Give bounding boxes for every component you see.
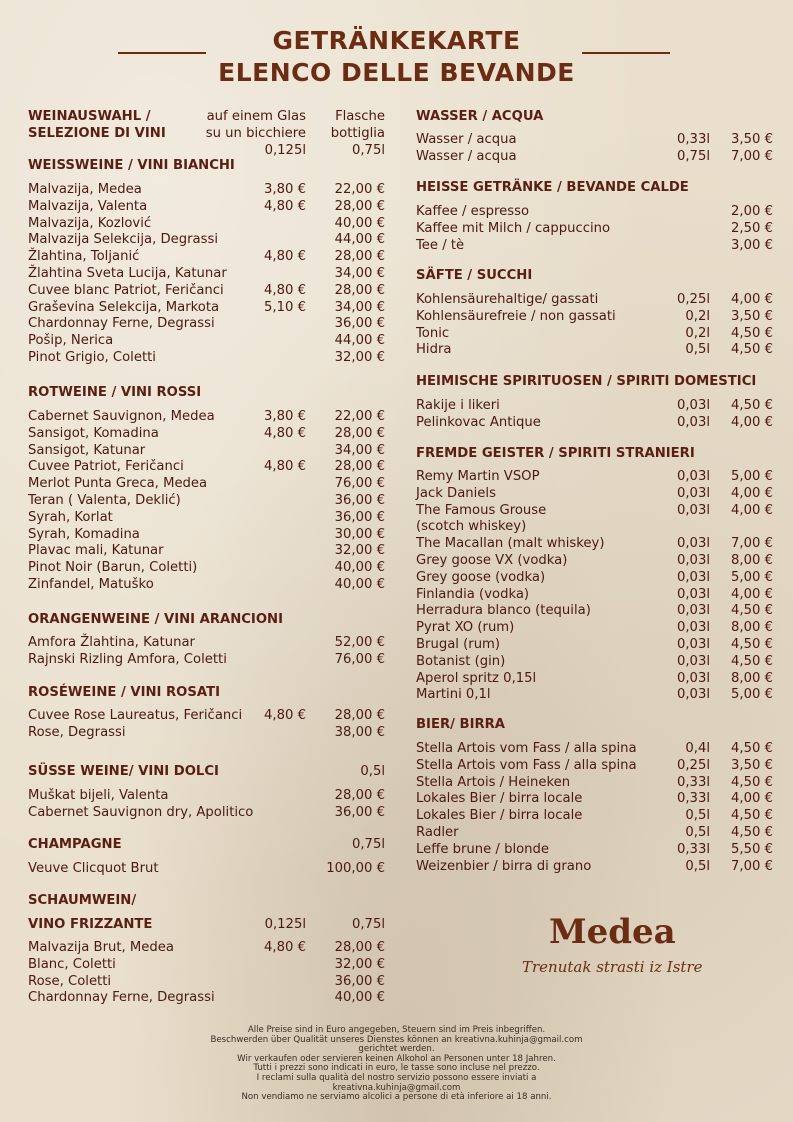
item-bottle-price: 36,00 € (334, 493, 385, 508)
menu-item-row (416, 397, 773, 414)
footer-line: gerichtet werden. (358, 1044, 435, 1055)
item-volume: 0,03l (676, 414, 710, 430)
item-bottle-price: 28,00 € (334, 708, 385, 723)
item-name: Stella Artois vom Fass / alla spina (416, 741, 637, 756)
menu-item-row (416, 602, 773, 619)
item-bottle-price: 76,00 € (334, 476, 385, 492)
menu-item-row (28, 332, 385, 349)
item-name: Pyrat XO (rum) (416, 620, 515, 636)
footer-line: I reclami sulla qualità del nostro servizio possono essere inviati a (256, 1072, 537, 1083)
item-price: 2,00 € (731, 204, 773, 219)
item-bottle-price: 32,00 € (334, 350, 385, 365)
menu-item-row (28, 576, 385, 593)
menu-item-row (28, 299, 385, 316)
bottle-header-de: Flasche (335, 109, 385, 124)
item-name: Cuvee Patriot, Feričanci (28, 459, 184, 475)
menu-item-row (416, 325, 773, 342)
item-bottle-price: 30,00 € (334, 526, 385, 542)
item-bottle-price: 36,00 € (334, 804, 385, 820)
item-glass-price: 4,80 € (264, 940, 306, 955)
item-bottle-price: 36,00 € (334, 973, 385, 989)
footer-line: Beschwerden über Qualität unseres Dienstes können an kreativna.kuhinja@gmail.com (210, 1034, 583, 1045)
item-bottle-price: 40,00 € (334, 215, 385, 231)
item-volume: 0,03l (676, 637, 710, 652)
item-name: Pošip, Nerica (28, 333, 114, 349)
item-name: Grey goose VX (vodka) (416, 553, 568, 568)
item-bottle-price: 28,00 € (334, 249, 385, 265)
item-bottle-price: 28,00 € (334, 282, 385, 298)
item-price: 5,00 € (731, 469, 773, 484)
menu-item-row (28, 724, 385, 741)
item-volume: 0,33l (676, 132, 710, 147)
menu-item-row (28, 231, 385, 248)
menu-item-row (416, 858, 773, 875)
item-name: Aperol spritz 0,15l (416, 670, 537, 686)
item-bottle-price: 28,00 € (334, 940, 385, 955)
item-glass-price: 5,10 € (264, 299, 306, 315)
menu-item-row (28, 215, 385, 232)
item-volume: 0,03l (676, 586, 710, 602)
item-name: Remy Martin VSOP (416, 469, 540, 484)
section-rose-wines: ROSÉWEINE / VINI ROSATI (28, 685, 220, 700)
menu-item-row (416, 636, 773, 653)
menu-item-row (28, 458, 385, 475)
item-bottle-price: 32,00 € (334, 543, 385, 559)
menu-item-row (28, 707, 385, 724)
item-name: Tee / tè (416, 237, 465, 253)
menu-item-row (28, 989, 385, 1006)
item-name: Syrah, Korlat (28, 509, 113, 525)
item-price: 4,50 € (731, 774, 773, 790)
bottle-header-it: bottiglia (330, 126, 385, 141)
menu-item-row (416, 502, 773, 519)
menu-item-row (416, 774, 773, 791)
menu-item-row (28, 475, 385, 492)
section-sparkling-de: SCHAUMWEIN/ (28, 893, 137, 908)
footer-line: Non vendiamo ne serviamo alcolici a persone di età inferiore ai 18 anni. (241, 1092, 552, 1103)
brand-logo: Medea (549, 912, 676, 952)
menu-item-row (416, 291, 773, 308)
item-volume: 0,2l (685, 325, 710, 341)
menu-item-row (416, 203, 773, 220)
menu-item-row (416, 807, 773, 824)
item-name: Amfora Žlahtina, Katunar (28, 635, 195, 650)
item-price: 8,00 € (731, 620, 773, 636)
item-name: Syrah, Komadina (28, 526, 140, 542)
item-volume: 0,03l (676, 536, 710, 552)
item-name: Radler (416, 825, 459, 840)
menu-item-row (416, 468, 773, 485)
sparkling-glass-volume: 0,125l (264, 917, 306, 932)
item-name: Sansigot, Katunar (28, 442, 146, 458)
item-bottle-price: 32,00 € (334, 956, 385, 972)
footer-line: Alle Preise sind in Euro angegeben, Steuern sind im Preis inbegriffen. (247, 1025, 546, 1035)
item-price: 4,50 € (731, 398, 773, 413)
menu-item-row (28, 509, 385, 526)
item-bottle-price: 40,00 € (334, 990, 385, 1006)
menu-item-row (416, 535, 773, 552)
item-glass-price: 4,80 € (264, 198, 306, 214)
section-red-wines: ROTWEINE / VINI ROSSI (28, 385, 202, 400)
item-volume: 0,03l (676, 687, 710, 703)
item-bottle-price: 28,00 € (334, 788, 385, 803)
item-price: 5,50 € (731, 841, 773, 857)
section-white-wines: WEISSWEINE / VINI BIANCHI (28, 158, 235, 173)
item-price: 8,00 € (731, 553, 773, 568)
menu-item-row (416, 131, 773, 148)
item-price: 4,00 € (731, 791, 773, 807)
menu-item-row (416, 237, 773, 254)
item-name: Hidra (416, 342, 452, 358)
item-volume: 0,25l (676, 757, 710, 773)
item-volume: 0,03l (676, 469, 710, 484)
menu-item-row (28, 956, 385, 973)
item-price: 7,00 € (731, 536, 773, 552)
item-volume: 0,25l (676, 292, 710, 307)
item-volume: 0,5l (685, 808, 710, 824)
menu-item-row (28, 973, 385, 990)
item-name: Zinfandel, Matuško (28, 577, 154, 592)
item-bottle-price: 40,00 € (334, 560, 385, 576)
item-name: Malvazija Selekcija, Degrassi (28, 232, 219, 248)
item-price: 5,00 € (731, 569, 773, 585)
menu-item-row (416, 740, 773, 757)
item-volume: 0,5l (685, 858, 710, 874)
menu-item-row (416, 653, 773, 670)
menu-item-row (416, 569, 773, 586)
menu-item-row (28, 860, 385, 877)
menu-item-row (416, 670, 773, 687)
section-orange-wines: ORANGENWEINE / VINI ARANCIONI (28, 612, 283, 627)
item-price: 3,50 € (731, 132, 773, 147)
item-glass-price: 4,80 € (264, 282, 306, 298)
item-bottle-price: 52,00 € (334, 635, 385, 650)
menu-item-row (416, 790, 773, 807)
menu-item-row (416, 757, 773, 774)
item-name: Rose, Coletti (28, 973, 112, 989)
menu-item-row (28, 492, 385, 509)
menu-item-row (28, 248, 385, 265)
menu-item-row (28, 349, 385, 366)
item-bottle-price: 28,00 € (334, 459, 385, 475)
item-price: 4,00 € (731, 502, 773, 518)
item-volume: 0,03l (676, 398, 710, 413)
item-name: Herradura blanco (tequila) (416, 603, 591, 619)
glass-header-de: auf einem Glas (206, 109, 306, 124)
menu-item-row (28, 939, 385, 956)
item-name: Kohlensäurefreie / non gassati (416, 308, 616, 324)
item-volume: 0,03l (676, 502, 710, 518)
item-name: Leffe brune / blonde (416, 841, 550, 857)
section-champagne: CHAMPAGNE (28, 837, 122, 852)
menu-item-row (416, 586, 773, 603)
item-price: 4,00 € (731, 414, 773, 430)
item-name: Rakije i likeri (416, 398, 500, 413)
item-price: 3,00 € (731, 237, 773, 253)
item-name: Weizenbier / birra di grano (416, 858, 592, 874)
item-name: Stella Artois / Heineken (416, 774, 571, 790)
item-name: Pinot Grigio, Coletti (28, 350, 156, 365)
wine-selection-title-de: WEINAUSWAHL / (28, 109, 151, 124)
item-bottle-price: 22,00 € (334, 182, 385, 197)
item-name: Blanc, Coletti (28, 956, 116, 972)
item-bottle-price: 44,00 € (334, 232, 385, 248)
item-bottle-price: 38,00 € (334, 724, 385, 740)
item-price: 4,50 € (731, 637, 773, 652)
menu-item-row (28, 542, 385, 559)
item-price: 8,00 € (731, 670, 773, 686)
item-name: Sansigot, Komadina (28, 425, 159, 441)
item-bottle-price: 34,00 € (334, 266, 385, 281)
item-name: Lokales Bier / birra locale (416, 791, 583, 807)
item-price: 4,50 € (731, 603, 773, 619)
item-price: 5,00 € (731, 687, 773, 703)
item-volume: 0,03l (676, 620, 710, 636)
item-volume: 0,33l (676, 841, 710, 857)
menu-item-row (28, 634, 385, 651)
menu-item-row (28, 804, 385, 821)
item-name: Wasser / acqua (416, 132, 517, 147)
item-name: Cuvee Rose Laureatus, Feričanci (28, 708, 243, 723)
item-name: Malvazija Brut, Medea (28, 940, 174, 955)
item-price: 4,50 € (731, 741, 773, 756)
item-price: 3,50 € (731, 757, 773, 773)
item-name: (scotch whiskey) (416, 519, 527, 535)
item-bottle-price: 76,00 € (334, 651, 385, 667)
section-juices: SÄFTE / SUCCHI (416, 268, 533, 283)
item-volume: 0,5l (685, 342, 710, 358)
menu-item-row (28, 408, 385, 425)
item-bottle-price: 100,00 € (326, 861, 385, 876)
item-name: Wasser / acqua (416, 148, 517, 164)
section-sweet-wines: SÜSSE WEINE/ VINI DOLCI (28, 764, 219, 779)
section-foreign-spirits: FREMDE GEISTER / SPIRITI STRANIERI (416, 446, 695, 461)
glass-header-it: su un bicchiere (205, 126, 306, 141)
item-volume: 0,33l (676, 774, 710, 790)
menu-item-row (28, 181, 385, 198)
item-name: Cabernet Sauvignon, Medea (28, 409, 215, 424)
item-name: Tonic (416, 325, 450, 341)
item-name: Veuve Clicquot Brut (28, 861, 159, 876)
item-volume: 0,03l (676, 485, 710, 501)
item-glass-price: 3,80 € (264, 409, 306, 424)
item-name: The Macallan (malt whiskey) (416, 536, 605, 552)
menu-item-row (28, 265, 385, 282)
menu-item-row (28, 442, 385, 459)
item-bottle-price: 36,00 € (334, 509, 385, 525)
item-volume: 0,03l (676, 653, 710, 669)
item-name: Kohlensäurehaltige/ gassati (416, 292, 599, 307)
menu-item-row (416, 518, 773, 535)
menu-item-row (416, 686, 773, 703)
item-glass-price: 4,80 € (264, 249, 306, 265)
item-name: Kaffee / espresso (416, 204, 530, 219)
item-name: Žlahtina, Toljanić (28, 249, 140, 265)
menu-item-row (28, 282, 385, 299)
menu-item-row (28, 425, 385, 442)
sparkling-bottle-volume: 0,75l (351, 917, 385, 932)
item-volume: 0,03l (676, 569, 710, 585)
item-volume: 0,75l (676, 148, 710, 164)
item-name: Kaffee mit Milch / cappuccino (416, 220, 611, 236)
item-name: Finlandia (vodka) (416, 586, 530, 602)
menu-item-row (416, 220, 773, 237)
brand-tagline: Trenutak strasti iz Istre (522, 958, 703, 976)
item-price: 4,50 € (731, 342, 773, 358)
item-name: Graševina Selekcija, Markota (28, 299, 220, 315)
item-price: 3,50 € (731, 308, 773, 324)
item-name: Malvazija, Valenta (28, 198, 148, 214)
item-volume: 0,2l (685, 308, 710, 324)
item-glass-price: 3,80 € (264, 182, 306, 197)
menu-item-row (416, 414, 773, 431)
item-volume: 0,03l (676, 553, 710, 568)
glass-header-volume: 0,125l (264, 143, 306, 158)
item-bottle-price: 28,00 € (334, 425, 385, 441)
item-name: Brugal (rum) (416, 637, 501, 652)
item-bottle-price: 34,00 € (334, 299, 385, 315)
item-name: Muškat bijeli, Valenta (28, 788, 169, 803)
item-name: Rajnski Rizling Amfora, Coletti (28, 651, 227, 667)
menu-item-row (416, 552, 773, 569)
item-name: The Famous Grouse (416, 502, 547, 518)
item-price: 4,50 € (731, 325, 773, 341)
item-name: Jack Daniels (416, 485, 496, 501)
item-price: 4,00 € (731, 485, 773, 501)
section-domestic-spirits: HEIMISCHE SPIRITUOSEN / SPIRITI DOMESTICI (416, 374, 757, 389)
menu-item-row (416, 148, 773, 165)
item-name: Pinot Noir (Barun, Coletti) (28, 560, 198, 576)
item-bottle-price: 44,00 € (334, 333, 385, 349)
item-bottle-price: 28,00 € (334, 198, 385, 214)
item-name: Cabernet Sauvignon dry, Apolitico (28, 804, 254, 820)
item-name: Lokales Bier / birra locale (416, 808, 583, 824)
section-beer: BIER/ BIRRA (416, 717, 506, 732)
section-sparkling-it: VINO FRIZZANTE (28, 917, 153, 932)
menu-item-row (28, 315, 385, 332)
item-name: Plavac mali, Katunar (28, 543, 164, 559)
footer-line: Tutti i prezzi sono indicati in euro, le tasse sono incluse nel prezzo. (253, 1063, 540, 1074)
menu-item-row (416, 824, 773, 841)
sweet-volume: 0,5l (360, 764, 385, 779)
item-name: Chardonnay Ferne, Degrassi (28, 990, 215, 1006)
menu-item-row (28, 787, 385, 804)
item-name: Teran ( Valenta, Deklić) (28, 493, 181, 508)
menu-item-row (416, 841, 773, 858)
item-name: Martini 0,1l (416, 687, 491, 703)
item-name: Botanist (gin) (416, 653, 506, 669)
item-name: Cuvee blanc Patriot, Feričanci (28, 282, 224, 298)
item-name: Merlot Punta Greca, Medea (28, 476, 208, 492)
item-bottle-price: 36,00 € (334, 316, 385, 332)
item-name: Rose, Degrassi (28, 724, 126, 740)
item-name: Stella Artois vom Fass / alla spina (416, 757, 637, 773)
menu-item-row (28, 526, 385, 543)
menu-item-row (28, 559, 385, 576)
menu-item-row (416, 308, 773, 325)
item-glass-price: 4,80 € (264, 459, 306, 475)
item-name: Pelinkovac Antique (416, 414, 541, 430)
item-glass-price: 4,80 € (264, 425, 306, 441)
footer-notice (150, 1026, 643, 1103)
item-volume: 0,33l (676, 791, 710, 807)
item-price: 4,50 € (731, 808, 773, 824)
item-name: Žlahtina Sveta Lucija, Katunar (28, 266, 227, 281)
item-volume: 0,03l (676, 603, 710, 619)
item-price: 7,00 € (731, 148, 773, 164)
item-volume: 0,03l (676, 670, 710, 686)
page-title: GETRÄNKEKARTE (272, 26, 521, 55)
item-price: 4,50 € (731, 825, 773, 840)
item-bottle-price: 34,00 € (334, 442, 385, 458)
menu-item-row (416, 485, 773, 502)
item-price: 4,00 € (731, 292, 773, 307)
item-name: Malvazija, Kozlović (28, 215, 152, 231)
item-bottle-price: 40,00 € (334, 577, 385, 592)
wine-selection-title-it: SELEZIONE DI VINI (28, 126, 166, 141)
section-water: WASSER / ACQUA (416, 109, 544, 124)
item-price: 4,50 € (731, 653, 773, 669)
item-name: Malvazija, Medea (28, 182, 142, 197)
item-price: 4,00 € (731, 586, 773, 602)
item-price: 7,00 € (731, 858, 773, 874)
page-subtitle: ELENCO DELLE BEVANDE (218, 58, 575, 87)
menu-item-row (28, 198, 385, 215)
menu-item-row (416, 341, 773, 358)
item-name: Grey goose (vodka) (416, 569, 546, 585)
footer-line: kreativna.kuhinja@gmail.com (332, 1082, 461, 1093)
section-hot-drinks: HEISSE GETRÄNKE / BEVANDE CALDE (416, 180, 689, 195)
menu-item-row (416, 619, 773, 636)
item-price: 2,50 € (731, 220, 773, 236)
champagne-volume: 0,75l (351, 837, 385, 852)
footer-line: Wir verkaufen oder servieren keinen Alkohol an Personen unter 18 Jahren. (237, 1053, 556, 1064)
bottle-header-volume: 0,75l (351, 143, 385, 158)
item-name: Chardonnay Ferne, Degrassi (28, 316, 215, 332)
item-volume: 0,5l (685, 825, 710, 840)
item-volume: 0,4l (685, 741, 710, 756)
item-bottle-price: 22,00 € (334, 409, 385, 424)
menu-item-row (28, 651, 385, 668)
item-glass-price: 4,80 € (264, 708, 306, 723)
